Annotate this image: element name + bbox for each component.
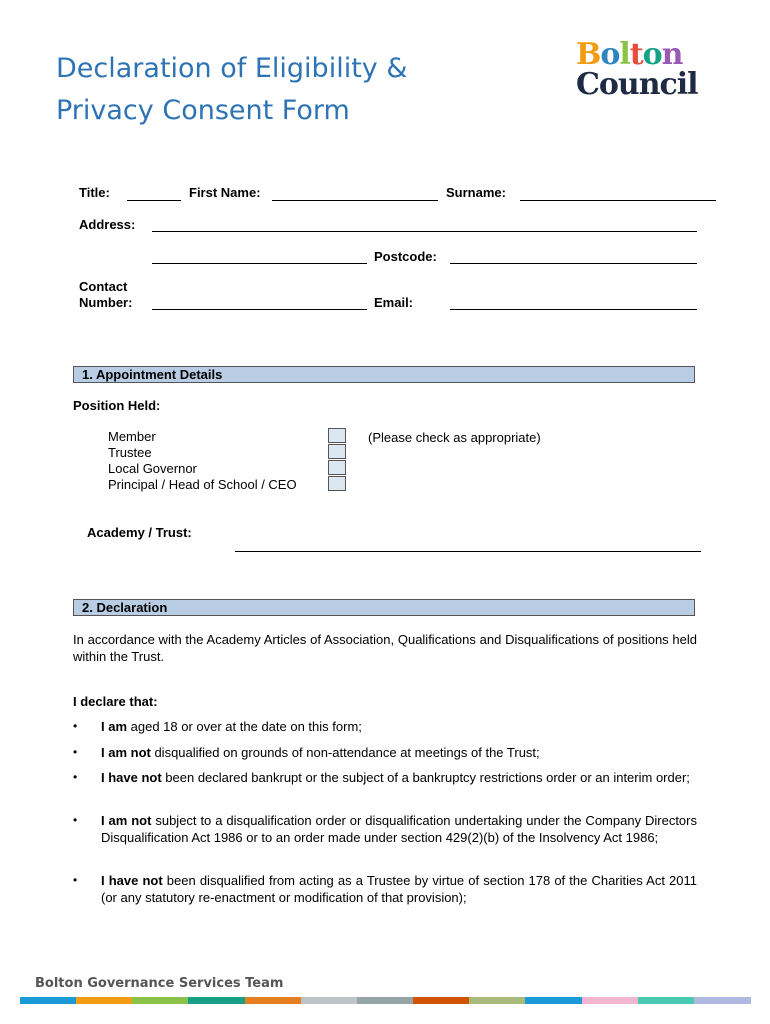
address-field-2[interactable] [152,263,367,264]
declaration-item-text: been disqualified from acting as a Trustee by virtue of section 178 of the Charities Act 2011 (or any statutory re-enactment or modification of that provision); [101,873,697,905]
position-held-label: Position Held: [73,398,161,413]
logo-word-council: Council [576,67,698,102]
bullet-3-marker: • [73,770,78,784]
bullet-1-marker: • [73,719,78,733]
stripe-segment [132,997,189,1004]
declaration-item-bold: I am [101,719,128,734]
academy-trust-field[interactable] [235,551,701,552]
stripe-segment [76,997,133,1004]
declaration-item-bold: I have not [101,873,163,888]
declaration-item [101,718,697,735]
declaration-item [101,812,697,846]
declaration-item [101,744,697,761]
declaration-item [101,769,697,786]
stripe-segment [413,997,470,1004]
title-line-2: Privacy Consent Form [56,95,350,126]
declaration-item-text: aged 18 or over at the date on this form; [127,719,362,734]
first-name-field[interactable] [272,200,438,201]
option-local-governor: Local Governor [108,461,197,476]
logo-letter: B [576,37,601,72]
first-name-label: First Name: [189,185,261,200]
declaration-item-text: subject to a disqualification order or disqualification undertaking under the Company Directors Disqualification Act 1986 or to an order made under section 429(2)(b) of the Insolvency Act 1986; [101,813,697,845]
declaration-item-text: been declared bankrupt or the subject of a bankruptcy restrictions order or an interim order; [161,770,690,785]
contact-number-label [79,279,132,311]
stripe-segment [20,997,77,1004]
footer-team-name: Bolton Governance Services Team [35,976,284,991]
section-appointment-details: 1. Appointment Details [73,366,695,383]
stripe-segment [469,997,526,1004]
surname-field[interactable] [520,200,716,201]
checkbox-principal[interactable] [328,476,346,491]
logo-letter: o [600,37,620,72]
postcode-label: Postcode: [374,249,437,264]
checkbox-member[interactable] [328,428,346,443]
check-note: (Please check as appropriate) [368,430,541,445]
declaration-item-bold: I am not [101,813,152,828]
stripe-segment [357,997,414,1004]
bolton-council-logo [576,37,706,106]
contact-label-line-1: Contact [79,279,128,294]
page-title [56,48,526,132]
declaration-item-bold: I have not [101,770,162,785]
option-member: Member [108,429,156,444]
option-principal: Principal / Head of School / CEO [108,477,297,492]
checkbox-trustee[interactable] [328,444,346,459]
position-options-list [108,429,297,493]
logo-letter: t [629,37,643,72]
logo-letter: o [642,37,662,72]
declaration-item-bold: I am not [101,745,151,760]
logo-letter: l [619,37,630,72]
postcode-field[interactable] [450,263,697,264]
academy-trust-label: Academy / Trust: [87,525,192,540]
contact-number-field[interactable] [152,309,367,310]
stripe-segment [638,997,695,1004]
bullet-4-marker: • [73,813,78,827]
email-label: Email: [374,295,414,310]
stripe-segment [301,997,358,1004]
stripe-segment [525,997,582,1004]
declaration-item-text: disqualified on grounds of non-attendance at meetings of the Trust; [150,745,540,760]
declaration-intro: In accordance with the Academy Articles of Association, Qualifications and Disqualifications of positions held within the Trust. [73,632,697,664]
title-line-1: Declaration of Eligibility & [56,53,408,84]
stripe-segment [245,997,302,1004]
logo-word-bolton [576,37,706,72]
title-label: Title: [79,185,110,200]
section-declaration: 2. Declaration [73,599,695,616]
logo-letter: n [661,37,683,72]
email-field[interactable] [450,309,697,310]
declaration-item [101,872,697,906]
option-trustee: Trustee [108,445,152,460]
address-label: Address: [79,217,136,232]
checkbox-local-governor[interactable] [328,460,346,475]
stripe-segment [694,997,751,1004]
address-field-1[interactable] [152,231,697,232]
bullet-2-marker: • [73,745,78,759]
bullet-5-marker: • [73,873,78,887]
contact-label-line-2: Number: [79,295,133,310]
declare-label: I declare that: [73,694,158,709]
stripe-segment [582,997,639,1004]
stripe-segment [188,997,245,1004]
title-field[interactable] [127,200,181,201]
surname-label: Surname: [446,185,506,200]
